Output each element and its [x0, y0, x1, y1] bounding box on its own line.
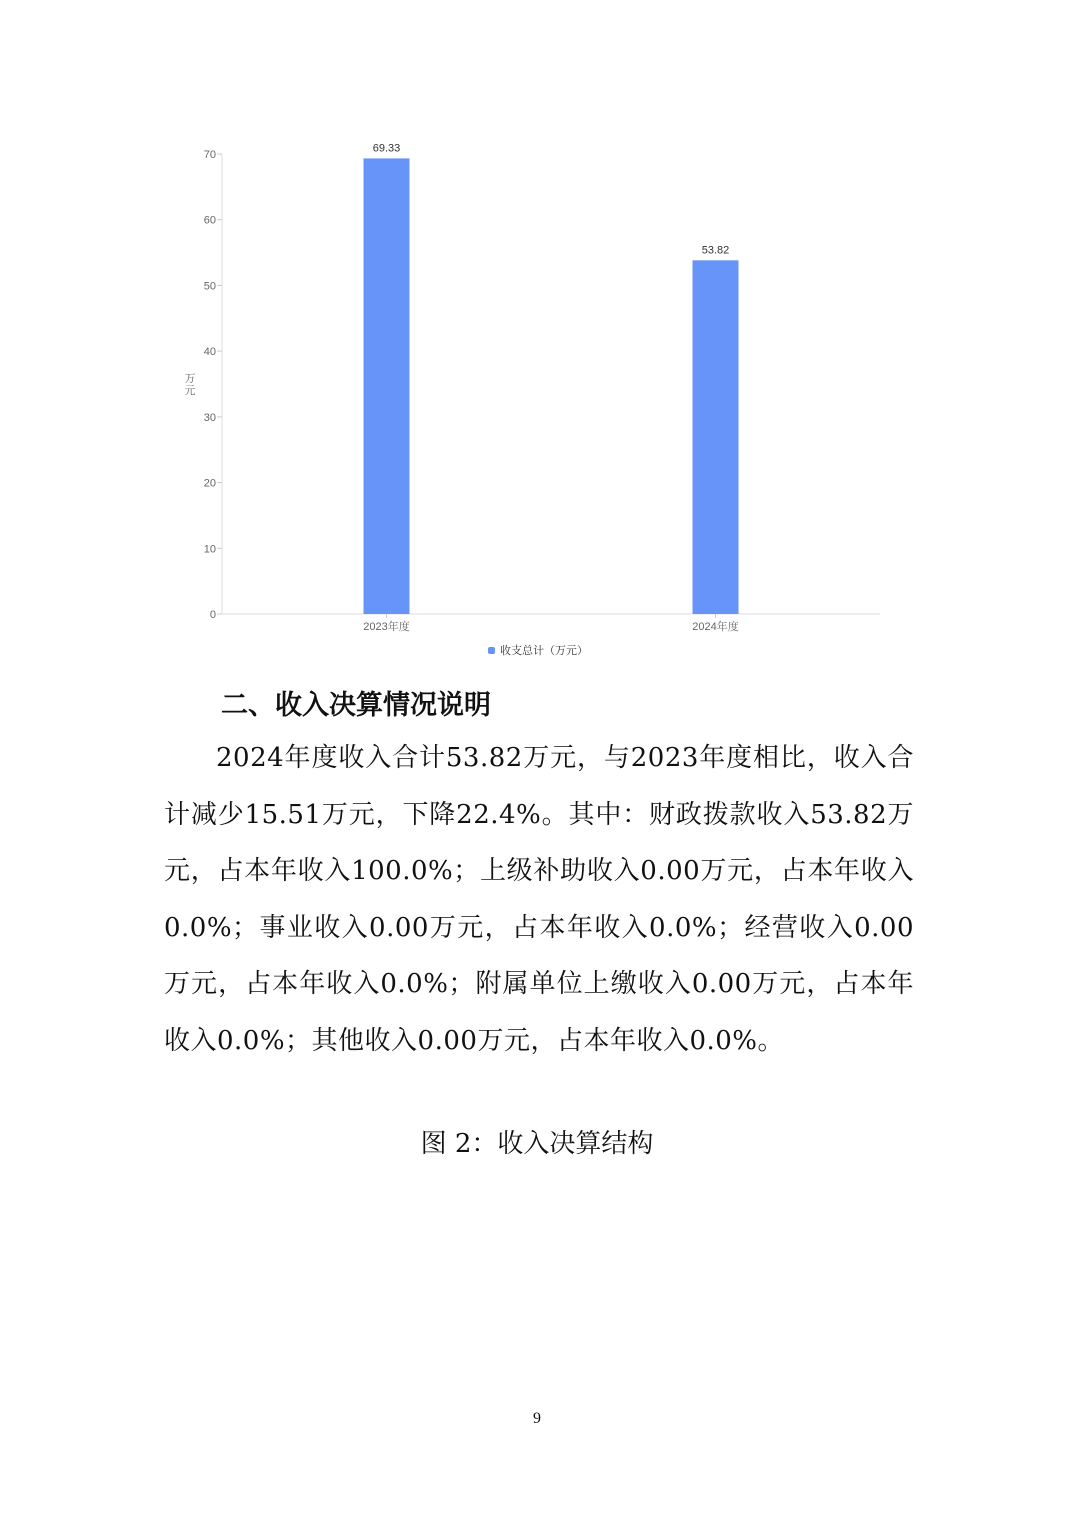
page-number: 9 [533, 1410, 541, 1427]
y-axis-label: 万元 [184, 373, 196, 397]
section-heading: 二、收入决算情况说明 [221, 690, 491, 721]
y-tick-label: 70 [203, 149, 216, 161]
legend-label: 收支总计（万元） [500, 645, 588, 657]
y-tick-label: 30 [203, 411, 216, 424]
income-expense-bar-chart [0, 0, 1074, 680]
bar-value-label: 69.33 [372, 142, 401, 155]
income-summary-paragraph: 2024年度收入合计53.82万元，与2023年度相比，收入合计减少15.51万元，下降22.4%。其中：财政拨款收入53.82万元，占本年收入100.0%；上级补助收入0.00万元，占本年收入0.0%；事业收入0.00万元，占本年收入0.0%；经营收入0.00万元，占本年收入0.0%；附属单位上缴收入0.00万元，占本年收入0.0%；其他收入0.00万元，占本年收入0.0%。 [164, 743, 914, 1056]
bars [364, 158, 739, 614]
x-category-label: 2023年度 [363, 621, 410, 633]
y-tick-label: 50 [203, 280, 216, 293]
data-labels [373, 142, 730, 256]
y-tick-label: 0 [209, 609, 216, 621]
bar-value-label: 53.82 [701, 244, 730, 257]
x-category-label: 2024年度 [692, 621, 739, 633]
y-tick-label: 10 [203, 543, 216, 556]
y-axis [204, 149, 222, 621]
bar-1 [364, 158, 410, 614]
figure-caption: 图 2：收入决算结构 [420, 1129, 654, 1159]
y-tick-label: 20 [203, 477, 216, 490]
x-axis [222, 614, 880, 633]
bar-2 [693, 260, 739, 614]
y-tick-label: 40 [203, 346, 216, 359]
legend [488, 643, 588, 657]
legend-swatch [488, 647, 495, 654]
y-tick-label: 60 [203, 214, 216, 227]
